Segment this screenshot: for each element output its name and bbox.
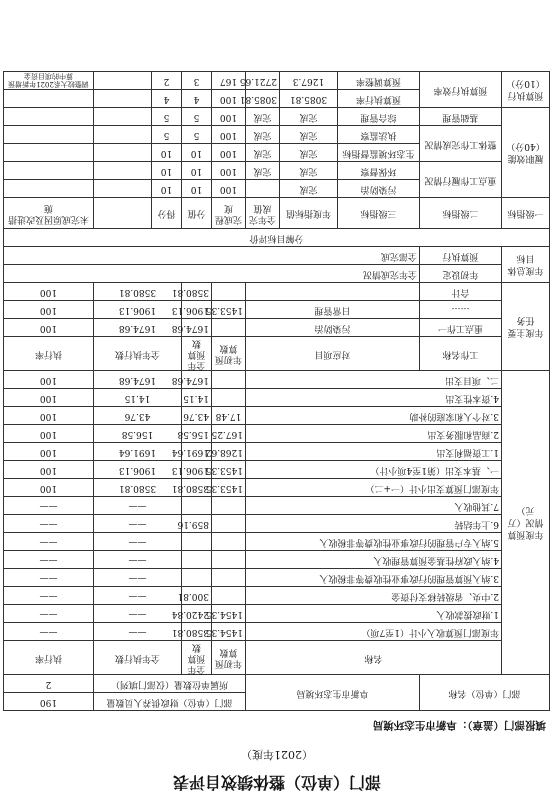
perf-reason (3, 180, 93, 198)
perf-lvl3: 污染防治 (337, 180, 419, 198)
budget-rate: 100 (3, 389, 93, 407)
budget-initial (211, 515, 245, 533)
perf-section-title: 分解目标评价 (3, 229, 549, 247)
perf-degree: 100 (211, 108, 245, 126)
budget-header-exec: 全年执行数 (93, 641, 181, 675)
perf-actual: 完成 (245, 144, 279, 162)
perf-score: 2 (151, 72, 181, 90)
perf-weight: 5 (181, 126, 211, 144)
budget-initial: 1453.35 (211, 479, 245, 497)
budget-initial (211, 371, 245, 389)
perf-lvl3: 环保督察 (337, 162, 419, 180)
perf-header-actual: 全年完成值 (245, 198, 279, 229)
table-row (3, 461, 549, 479)
table-row (3, 587, 549, 605)
budget-full: 2420.84 (181, 605, 211, 623)
budget-item-name: 2.商品和服务支出 (245, 425, 501, 443)
table-row (3, 319, 549, 337)
perf-degree: 167 (211, 72, 245, 90)
reporting-unit: 填报部门（盖章）：阜新市生态环境局 (372, 719, 546, 731)
table-row (3, 623, 549, 641)
perf-header-lvl2: 二级指标 (419, 198, 501, 229)
table-row (3, 247, 549, 265)
budget-exec: —— (93, 515, 181, 533)
budget-exec: 1906.13 (93, 461, 181, 479)
budget-initial (211, 389, 245, 407)
budget-full: 1906.13 (181, 461, 211, 479)
perf-weight: 10 (181, 180, 211, 198)
table-row (3, 425, 549, 443)
task-name: 重点工作一 (419, 319, 501, 337)
table-row (3, 301, 549, 319)
perf-header-lvl3: 三级指标 (337, 198, 419, 229)
perf-target: 3085.81 (279, 90, 337, 108)
budget-header-initial: 年初预算数 (211, 641, 245, 675)
task-header-project: 对应项目 (245, 337, 419, 371)
table-row (3, 90, 549, 108)
budget-rate: —— (3, 587, 93, 605)
budget-item-name: 二、项目支出 (245, 371, 501, 389)
budget-header-name: 名称 (245, 641, 501, 675)
perf-weight: 3 (181, 72, 211, 90)
budget-header-rate: 执行率 (3, 641, 93, 675)
budget-rate: —— (3, 551, 93, 569)
perf-blank (93, 162, 151, 180)
perf-target: 完成 (279, 108, 337, 126)
perf-target: 1267.3 (279, 72, 337, 90)
budget-exec: 14.15 (93, 389, 181, 407)
task-full: 1906.13 (181, 301, 211, 319)
budget-exec: —— (93, 623, 181, 641)
table-row (3, 605, 549, 623)
table-row (3, 443, 549, 461)
budget-exec: —— (93, 551, 181, 569)
perf-header-degree: 完成程度 (211, 198, 245, 229)
task-header-name: 工作名称 (419, 337, 501, 371)
sub-unit-value: 2 (3, 675, 93, 693)
budget-full: 14.15 (181, 389, 211, 407)
task-header-rate: 执行率 (3, 337, 93, 371)
perf-header-score: 得分 (151, 198, 181, 229)
perf-lvl1: 履职效能（40分） (502, 108, 550, 198)
budget-exec: —— (93, 605, 181, 623)
table-row (3, 693, 549, 711)
budget-rate: —— (3, 605, 93, 623)
budget-rate: —— (3, 569, 93, 587)
budget-item-name: 一、基本支出（第1至4项小计） (245, 461, 501, 479)
perf-blank (93, 180, 151, 198)
table-row (3, 283, 549, 301)
budget-exec: 3580.81 (93, 479, 181, 497)
perf-blank (93, 72, 151, 90)
budget-rate: —— (3, 533, 93, 551)
budget-rate: 100 (3, 479, 93, 497)
task-rate: 100 (3, 319, 93, 337)
perf-blank (93, 126, 151, 144)
perf-degree: 100 (211, 144, 245, 162)
staff-count-value: 190 (3, 693, 93, 711)
perf-score: 10 (151, 144, 181, 162)
budget-exec: 1691.64 (93, 443, 181, 461)
budget-section-label: 年度预算情况（万元） (502, 371, 550, 675)
dept-name-label: 部门（单位）名称 (419, 675, 549, 711)
budget-item-name: 6.上年结转 (245, 515, 501, 533)
budget-rate: 100 (3, 443, 93, 461)
perf-actual (245, 180, 279, 198)
task-full: 1674.68 (181, 319, 211, 337)
budget-item-name: 5.纳入专户管理的行政事业性收费等非税收入 (245, 533, 501, 551)
tasks-section-label: 年度主要任务 (502, 283, 550, 371)
perf-reason (3, 162, 93, 180)
budget-full: 3580.81 (181, 479, 211, 497)
budget-full: 1691.64 (181, 443, 211, 461)
perf-target: 完成 (279, 162, 337, 180)
perf-reason (3, 126, 93, 144)
perf-reason: 调整较大系2021年新增预算中的项目资金 (3, 72, 93, 90)
budget-item-name: 3.纳入预算管理的行政事业性收费等非税收入 (245, 569, 501, 587)
perf-lvl3: 综合管理 (337, 108, 419, 126)
sub-unit-label: 所属单位数量（仅部门填列） (93, 675, 245, 693)
perf-lvl2: 预算执行效率 (419, 72, 501, 108)
table-row (3, 407, 549, 425)
perf-header-lvl1: 一级指标 (502, 198, 550, 229)
perf-actual: 完成 (245, 126, 279, 144)
budget-full: 43.76 (181, 407, 211, 425)
budget-item-name: 3.对个人和家庭的补助 (245, 407, 501, 425)
table-row (3, 144, 549, 162)
perf-weight: 10 (181, 144, 211, 162)
task-exec: 1906.13 (93, 301, 181, 319)
perf-reason (3, 144, 93, 162)
budget-exec: —— (93, 533, 181, 551)
perf-reason (3, 108, 93, 126)
budget-header-full: 全年预算数 (181, 641, 211, 675)
goals-set-value: 全年完成情况 (3, 265, 419, 283)
perf-degree: 100 (211, 126, 245, 144)
perf-reason (3, 90, 93, 108)
perf-header-blank (93, 198, 151, 229)
task-initial (211, 283, 245, 301)
budget-initial: 1454.35 (211, 605, 245, 623)
budget-item-name: 1.财政拨款收入 (245, 605, 501, 623)
task-rate: 100 (3, 283, 93, 301)
budget-initial: 1268.62 (211, 443, 245, 461)
report-year: （2021年度） (241, 748, 313, 761)
perf-lvl2: 整体工作完成情况 (419, 126, 501, 162)
task-full: 3580.81 (181, 283, 211, 301)
perf-lvl3: 预算调整率 (337, 72, 419, 90)
budget-exec: —— (93, 497, 181, 515)
budget-initial: 1454.35 (211, 623, 245, 641)
perf-blank (93, 144, 151, 162)
goals-exec-value: 全部完成 (3, 247, 419, 265)
dept-name-value: 阜新市生态环境局 (245, 675, 419, 711)
budget-full: 3580.81 (181, 623, 211, 641)
task-exec: 3580.81 (93, 283, 181, 301)
perf-score: 10 (151, 180, 181, 198)
budget-full: 1674.68 (181, 371, 211, 389)
perf-weight: 10 (181, 162, 211, 180)
budget-initial (211, 569, 245, 587)
perf-target: 完成 (279, 126, 337, 144)
budget-rate: 100 (3, 461, 93, 479)
page-title: 部门（单位）整体绩效自评表 (173, 773, 382, 792)
task-name: 合计 (419, 283, 501, 301)
budget-rate: —— (3, 623, 93, 641)
staff-count-label: 部门（单位）财政供养人员数量 (93, 693, 245, 711)
perf-degree: 100 (211, 162, 245, 180)
budget-item-name: 1.工资福利支出 (245, 443, 501, 461)
task-project (245, 283, 419, 301)
perf-actual: 完成 (245, 108, 279, 126)
task-exec: 1674.68 (93, 319, 181, 337)
budget-rate: 100 (3, 425, 93, 443)
table-row (3, 371, 549, 389)
table-row (3, 265, 549, 283)
perf-score: 10 (151, 162, 181, 180)
budget-item-name: 4.纳入政府性基金预算管理收入 (245, 551, 501, 569)
table-row (3, 497, 549, 515)
perf-lvl2: 基础管理 (419, 108, 501, 126)
perf-score: 5 (151, 126, 181, 144)
perf-actual: 完成 (245, 162, 279, 180)
budget-full (181, 533, 211, 551)
budget-item-name: 7.其他收入 (245, 497, 501, 515)
budget-exec: 43.76 (93, 407, 181, 425)
table-row (3, 515, 549, 533)
table-row (3, 198, 549, 229)
perf-header-target: 年度指标值 (279, 198, 337, 229)
budget-item-name: 2.中央、省级转移支付资金 (245, 587, 501, 605)
task-project: 污染防治 (245, 319, 419, 337)
perf-lvl3: 生态环境监督指标 (337, 144, 419, 162)
perf-target: 完成 (279, 144, 337, 162)
table-row (3, 479, 549, 497)
budget-full (181, 497, 211, 515)
task-initial: 1453.35 (211, 301, 245, 319)
budget-exec: —— (93, 569, 181, 587)
perf-header-weight: 分值 (181, 198, 211, 229)
budget-rate: 100 (3, 371, 93, 389)
task-initial (211, 319, 245, 337)
perf-weight: 5 (181, 108, 211, 126)
task-header-full: 全年预算数 (181, 337, 211, 371)
task-name: …… (419, 301, 501, 319)
budget-exec: 1674.68 (93, 371, 181, 389)
perf-header-reason: 未完成原因及改进措施 (3, 198, 93, 229)
goals-set-label: 年初设定 (419, 265, 501, 283)
table-row (3, 551, 549, 569)
budget-initial: 17.48 (211, 407, 245, 425)
perf-score: 5 (151, 108, 181, 126)
table-row (3, 229, 549, 247)
budget-full: 859.16 (181, 515, 211, 533)
budget-full (181, 551, 211, 569)
budget-initial (211, 551, 245, 569)
budget-exec: —— (93, 587, 181, 605)
table-row (3, 569, 549, 587)
table-row (3, 180, 549, 198)
budget-initial (211, 587, 245, 605)
task-project: 日常管理 (245, 301, 419, 319)
budget-item-name: 年度部门预算支出小计（一+二） (245, 479, 501, 497)
task-rate: 100 (3, 301, 93, 319)
budget-full (181, 569, 211, 587)
perf-score: 4 (151, 90, 181, 108)
perf-actual: 2721.65 (245, 72, 279, 90)
table-row (3, 641, 549, 675)
budget-rate: 100 (3, 407, 93, 425)
budget-rate: —— (3, 497, 93, 515)
budget-initial (211, 533, 245, 551)
perf-blank (93, 108, 151, 126)
goals-section-label: 年度总体目标 (502, 247, 550, 283)
evaluation-table (3, 71, 550, 711)
budget-initial: 1453.35 (211, 461, 245, 479)
table-row (3, 533, 549, 551)
perf-weight: 4 (181, 90, 211, 108)
budget-item-name: 年度部门预算收入小计（1至7项） (245, 623, 501, 641)
perf-lvl3: 预算执行率 (337, 90, 419, 108)
budget-exec: 156.58 (93, 425, 181, 443)
budget-rate: —— (3, 515, 93, 533)
table-row (3, 389, 549, 407)
perf-actual: 3085.81 (245, 90, 279, 108)
perf-lvl1: 预算执行（10分） (502, 72, 550, 108)
budget-initial: 167.25 (211, 425, 245, 443)
perf-degree: 100 (211, 180, 245, 198)
table-row (3, 337, 549, 371)
perf-degree: 100 (211, 90, 245, 108)
perf-target: 完成 (279, 180, 337, 198)
task-header-initial: 年初预算数 (211, 337, 245, 371)
perf-lvl2: 重点工作履行情况 (419, 162, 501, 198)
perf-blank (93, 90, 151, 108)
budget-initial (211, 497, 245, 515)
task-header-exec: 全年执行数 (93, 337, 181, 371)
budget-item-name: 4.资本性支出 (245, 389, 501, 407)
table-row (3, 108, 549, 126)
perf-lvl3: 执法监察 (337, 126, 419, 144)
budget-full: 300.81 (181, 587, 211, 605)
budget-full: 156.58 (181, 425, 211, 443)
goals-exec-label: 预算执行 (419, 247, 501, 265)
